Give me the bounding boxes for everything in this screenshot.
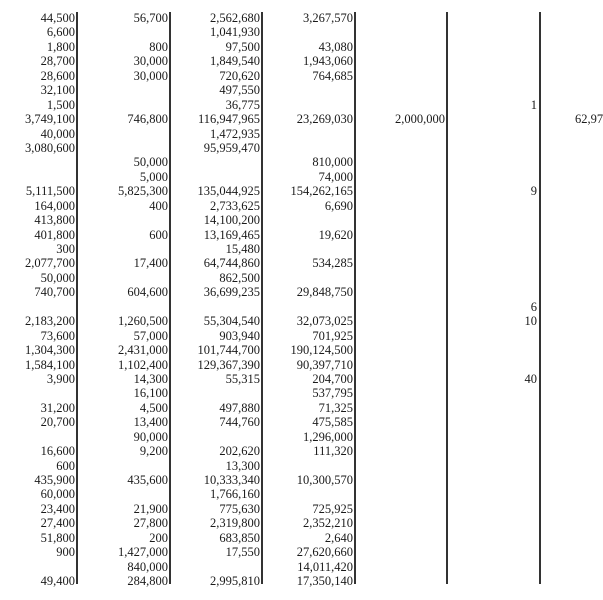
table-cell: 3,080,600 <box>25 140 75 155</box>
table-row <box>0 401 600 415</box>
table-row <box>0 459 600 473</box>
table-cell: 740,700 <box>34 285 75 300</box>
table-cell: 903,940 <box>219 328 260 343</box>
table-cell: 111,320 <box>313 444 353 459</box>
table-cell: 3,900 <box>46 371 75 386</box>
table-row <box>0 358 600 372</box>
table-row <box>0 11 600 25</box>
table-row <box>0 213 600 227</box>
table-cell: 1,500 <box>46 97 75 112</box>
table-row <box>0 141 600 155</box>
table-cell: 31,200 <box>40 400 75 415</box>
table-cell: 23,400 <box>40 501 75 516</box>
table-cell: 29,848,750 <box>296 285 353 300</box>
table-cell: 1,260,500 <box>118 314 168 329</box>
column-divider <box>446 12 448 584</box>
table-row <box>0 25 600 39</box>
table-cell: 40,000 <box>40 126 75 141</box>
table-cell: 135,044,925 <box>197 184 260 199</box>
table-cell: 1,584,100 <box>25 357 75 372</box>
table-cell: 1,943,060 <box>303 54 353 69</box>
table-cell: 1,766,160 <box>210 487 260 502</box>
table-row <box>0 473 600 487</box>
table-cell: 36,775 <box>225 97 260 112</box>
table-row <box>0 516 600 530</box>
table-cell: 5,825,300 <box>118 184 168 199</box>
table-cell: 6 <box>530 299 537 314</box>
table-cell: 55,315 <box>225 371 260 386</box>
table-cell: 202,620 <box>219 444 260 459</box>
table-cell: 14,011,420 <box>297 559 353 574</box>
table-row <box>0 430 600 444</box>
table-cell: 90,000 <box>133 429 168 444</box>
table-row <box>0 112 603 127</box>
table-cell: 701,925 <box>312 328 353 343</box>
table-row <box>0 343 600 357</box>
table-cell: 27,400 <box>40 516 75 531</box>
table-row <box>0 560 600 574</box>
table-row <box>0 155 600 169</box>
table-row <box>0 83 600 97</box>
table-cell: 775,630 <box>219 501 260 516</box>
table-cell: 30,000 <box>133 54 168 69</box>
table-cell: 862,500 <box>219 270 260 285</box>
table-cell: 20,700 <box>40 415 75 430</box>
table-cell: 725,925 <box>312 501 353 516</box>
table-cell: 2,183,200 <box>25 314 75 329</box>
table-cell: 3,749,100 <box>25 112 75 127</box>
table-cell: 1,041,930 <box>210 25 260 40</box>
table-cell: 32,073,025 <box>296 314 353 329</box>
table-row <box>0 444 600 458</box>
table-cell: 6,600 <box>46 25 75 40</box>
table-cell: 27,800 <box>133 516 168 531</box>
table-row <box>0 502 600 516</box>
table-row <box>0 314 600 328</box>
table-row <box>0 271 600 285</box>
table-row <box>0 242 600 256</box>
table-row <box>0 184 600 198</box>
table-row <box>0 54 600 68</box>
table-cell: 435,900 <box>34 473 75 487</box>
table-cell: 14,300 <box>133 371 168 386</box>
table-cell: 2,431,000 <box>118 343 168 358</box>
table-cell: 683,850 <box>219 530 260 545</box>
table-row <box>0 98 600 112</box>
table-cell: 10,300,570 <box>296 473 353 487</box>
table-cell: 810,000 <box>312 155 353 170</box>
table-cell: 1,427,000 <box>118 545 168 560</box>
table-cell: 2,077,700 <box>25 256 75 271</box>
table-cell: 49,400 <box>40 574 75 589</box>
table-cell: 840,000 <box>127 559 168 574</box>
column-divider <box>169 12 171 584</box>
table-cell: 71,325 <box>318 400 353 415</box>
table-cell: 64,744,860 <box>203 256 260 271</box>
table-cell: 50,000 <box>133 155 168 170</box>
table-cell: 62,97 <box>575 112 603 127</box>
table-cell: 90,397,710 <box>296 357 353 372</box>
table-cell: 6,690 <box>324 198 353 213</box>
table-cell: 16,100 <box>133 386 168 401</box>
table-cell: 28,600 <box>40 68 75 83</box>
table-cell: 1,472,935 <box>210 126 260 141</box>
table-cell: 9 <box>530 184 537 199</box>
table-cell: 1,849,540 <box>210 54 260 69</box>
column-divider <box>354 12 356 584</box>
table-cell: 401,800 <box>34 227 75 242</box>
table-cell: 400 <box>149 198 168 213</box>
table-cell: 74,000 <box>318 169 353 184</box>
table-cell: 43,080 <box>318 39 353 54</box>
table-row <box>0 256 600 270</box>
table-cell: 600 <box>149 227 168 242</box>
table-cell: 10,333,340 <box>203 473 260 487</box>
table-cell: 300 <box>56 242 75 256</box>
table-cell: 40 <box>524 371 537 386</box>
table-cell: 55,304,540 <box>203 314 260 329</box>
table-cell: 164,000 <box>34 198 75 213</box>
column-divider <box>539 12 541 584</box>
column-divider <box>76 12 78 584</box>
table-cell: 129,367,390 <box>197 357 260 372</box>
table-cell: 73,600 <box>40 328 75 343</box>
table-cell: 190,124,500 <box>290 343 353 358</box>
table-cell: 600 <box>56 458 75 473</box>
table-cell: 1,304,300 <box>25 343 75 358</box>
table-cell: 57,000 <box>133 328 168 343</box>
table-row <box>0 69 600 83</box>
table-cell: 50,000 <box>40 270 75 285</box>
table-cell: 13,400 <box>133 415 168 430</box>
table-cell: 5,111,500 <box>25 184 75 199</box>
table-cell: 2,000,000 <box>395 112 445 127</box>
table-cell: 28,700 <box>40 54 75 69</box>
table-cell: 1,296,000 <box>303 429 353 444</box>
table-row <box>0 574 600 588</box>
column-divider <box>261 12 263 584</box>
table-cell: 36,699,235 <box>203 285 260 300</box>
table-cell: 16,600 <box>40 444 75 459</box>
table-cell: 2,319,800 <box>210 516 260 531</box>
table-cell: 56,700 <box>133 11 168 25</box>
table-cell: 10 <box>524 314 537 329</box>
table-cell: 32,100 <box>40 83 75 98</box>
table-cell: 17,350,140 <box>296 574 353 589</box>
table-cell: 4,500 <box>139 400 168 415</box>
table-cell: 497,880 <box>219 400 260 415</box>
table-cell: 534,285 <box>312 256 353 271</box>
table-cell: 17,400 <box>133 256 168 271</box>
table-cell: 17,550 <box>225 545 260 560</box>
table-cell: 900 <box>56 545 75 560</box>
table-cell: 101,744,700 <box>197 343 260 358</box>
table-cell: 14,100,200 <box>203 213 260 228</box>
table-cell: 2,562,680 <box>210 11 260 25</box>
table-cell: 1,800 <box>46 39 75 54</box>
table-row <box>0 170 600 184</box>
table-cell: 9,200 <box>139 444 168 459</box>
table-row <box>0 415 600 429</box>
table-cell: 800 <box>149 39 168 54</box>
data-table <box>0 11 603 589</box>
table-cell: 720,620 <box>219 68 260 83</box>
table-cell: 15,480 <box>225 242 260 256</box>
table-row <box>0 127 600 141</box>
table-cell: 3,267,570 <box>303 11 353 25</box>
table-cell: 27,620,660 <box>296 545 353 560</box>
table-cell: 764,685 <box>312 68 353 83</box>
table-cell: 30,000 <box>133 68 168 83</box>
table-row <box>0 329 600 343</box>
table-cell: 154,262,165 <box>290 184 353 199</box>
table-cell: 23,269,030 <box>296 112 353 127</box>
table-row <box>0 285 600 299</box>
table-row <box>0 487 600 501</box>
table-row <box>0 545 600 559</box>
table-cell: 51,800 <box>40 530 75 545</box>
table-cell: 97,500 <box>225 39 260 54</box>
table-cell: 95,959,470 <box>203 140 260 155</box>
table-cell: 744,760 <box>219 415 260 430</box>
table-cell: 475,585 <box>312 415 353 430</box>
table-cell: 13,300 <box>225 458 260 473</box>
table-cell: 1,102,400 <box>118 357 168 372</box>
table-cell: 21,900 <box>133 501 168 516</box>
table-cell: 746,800 <box>127 112 168 127</box>
table-cell: 200 <box>149 530 168 545</box>
table-row <box>0 40 600 54</box>
table-cell: 44,500 <box>40 11 75 25</box>
table-cell: 537,795 <box>312 386 353 401</box>
table-cell: 13,169,465 <box>203 227 260 242</box>
table-cell: 604,600 <box>127 285 168 300</box>
table-row <box>0 228 600 242</box>
table-cell: 1 <box>530 97 537 112</box>
table-cell: 2,640 <box>324 530 353 545</box>
table-row <box>0 531 600 545</box>
table-row <box>0 199 600 213</box>
table-cell: 116,947,965 <box>197 112 260 127</box>
table-row <box>0 372 600 386</box>
table-cell: 5,000 <box>139 169 168 184</box>
table-cell: 497,550 <box>219 83 260 98</box>
table-cell: 2,352,210 <box>303 516 353 531</box>
table-row <box>0 386 600 400</box>
table-row <box>0 300 600 314</box>
table-cell: 2,733,625 <box>210 198 260 213</box>
table-cell: 2,995,810 <box>210 574 260 589</box>
table-cell: 413,800 <box>34 213 75 228</box>
table-cell: 19,620 <box>318 227 353 242</box>
table-cell: 60,000 <box>40 487 75 502</box>
table-cell: 435,600 <box>127 473 168 487</box>
table-cell: 284,800 <box>127 574 168 589</box>
table-cell: 204,700 <box>312 371 353 386</box>
